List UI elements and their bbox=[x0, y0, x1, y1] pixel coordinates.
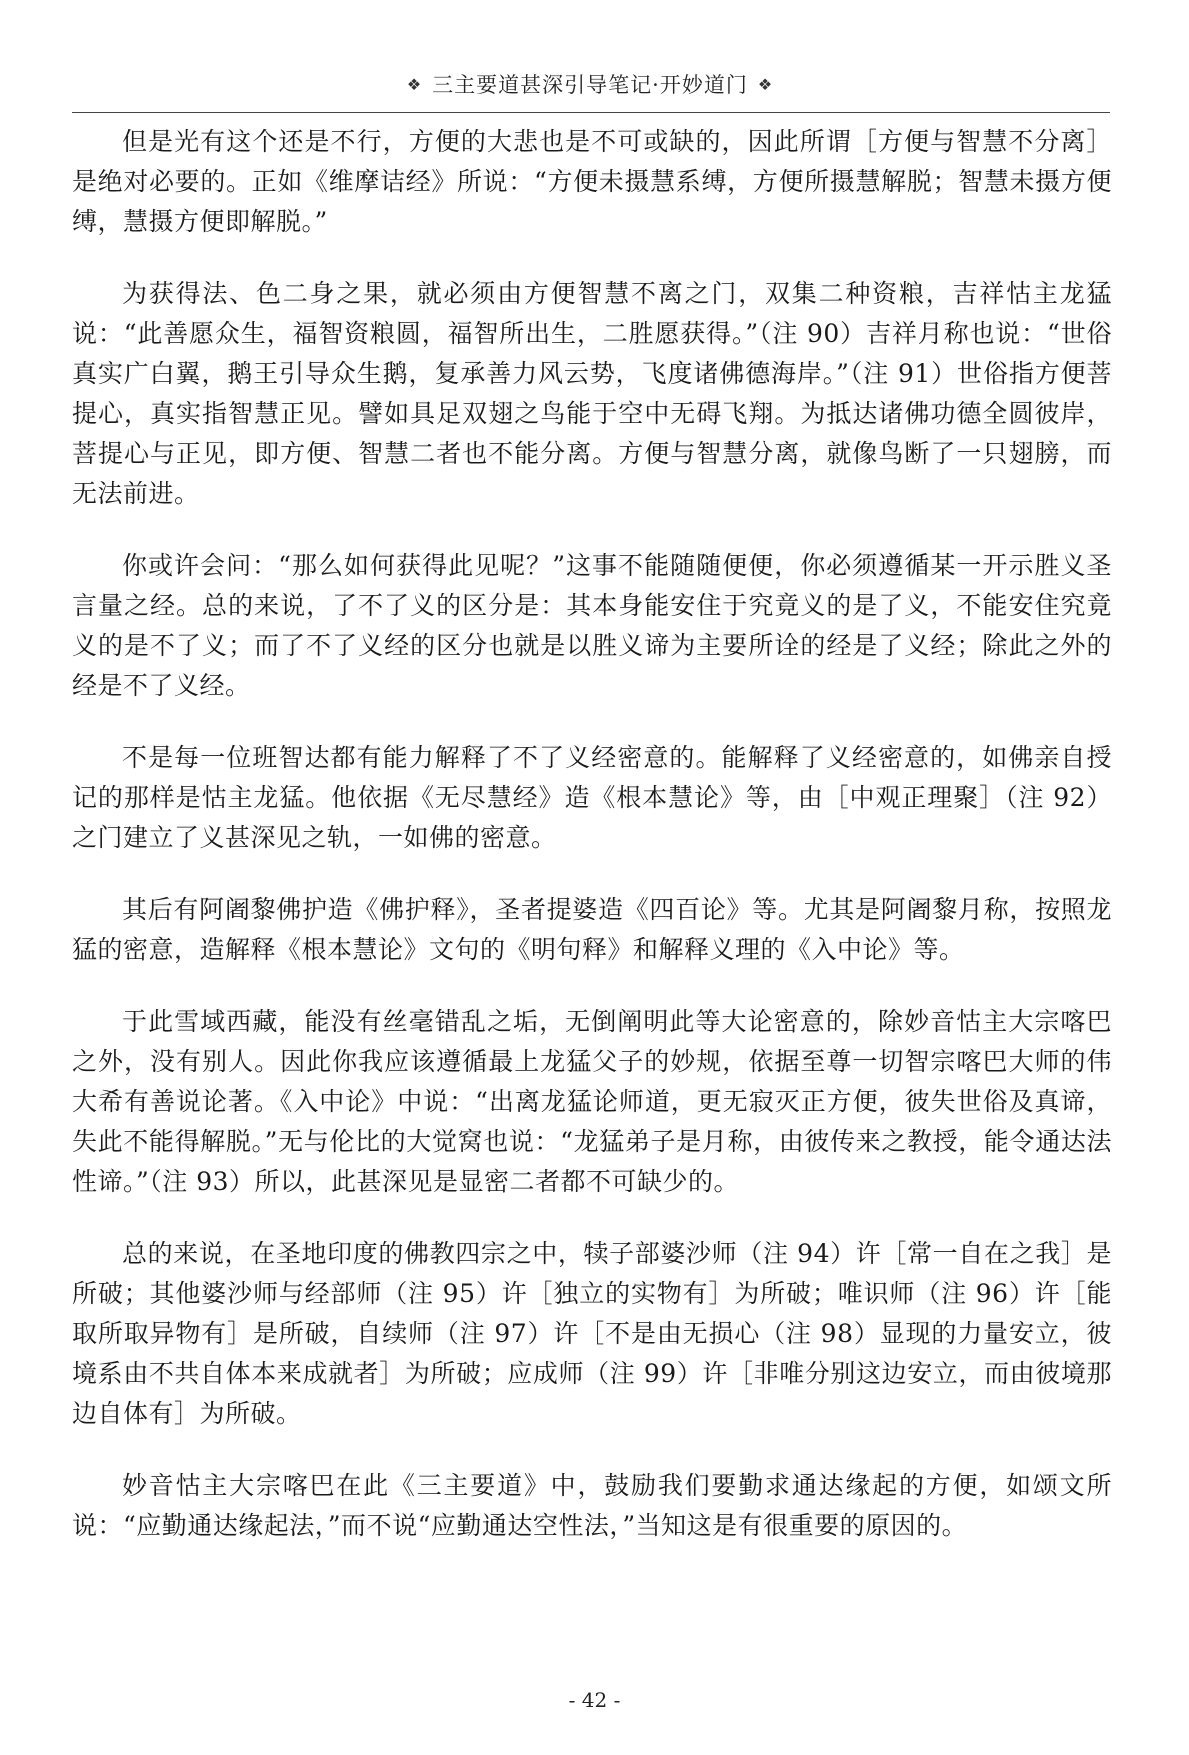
ornament-left-icon: ❖ bbox=[406, 74, 423, 94]
ornament-right-icon: ❖ bbox=[757, 74, 774, 94]
running-header bbox=[70, 66, 1110, 102]
paragraph: 妙音怙主大宗喀巴在此《三主要道》中，鼓励我们要勤求通达缘起的方便，如颂文所说：“应勤通达缘起法，”而不说“应勤通达空性法，”当知这是有很重要的原因的。 bbox=[72, 1471, 1112, 1540]
body-text bbox=[72, 122, 1112, 1578]
paragraph: 但是光有这个还是不行，方便的大悲也是不可或缺的，因此所谓［方便与智慧不分离］是绝对必要的。正如《维摩诘经》所说：“方便未摄慧系缚，方便所摄慧解脱；智慧未摄方便缚，慧摄方便即解脱。” bbox=[72, 127, 1112, 236]
paragraph: 不是每一位班智达都有能力解释了不了义经密意的。能解释了义经密意的，如佛亲自授记的那样是怙主龙猛。他依据《无尽慧经》造《根本慧论》等，由［中观正理聚］（注 92）之门建立了义甚深见之轨，一如佛的密意。 bbox=[72, 743, 1112, 852]
paragraph: 于此雪域西藏，能没有丝毫错乱之垢，无倒阐明此等大论密意的，除妙音怙主大宗喀巴之外，没有别人。因此你我应该遵循最上龙猛父子的妙规，依据至尊一切智宗喀巴大师的伟大希有善说论著。《入中论》中说：“出离龙猛论师道，更无寂灭正方便，彼失世俗及真谛，失此不能得解脱。”无与伦比的大觉窝也说：“龙猛弟子是月称，由彼传来之教授，能令通达法性谛。”（注 93）所以，此甚深见是显密二者都不可缺少的。 bbox=[72, 1007, 1112, 1196]
header-divider bbox=[72, 112, 1110, 113]
page-number: - 42 - bbox=[568, 1688, 621, 1712]
header-title: 三主要道甚深引导笔记·开妙道门 bbox=[432, 73, 748, 97]
paragraph: 为获得法、色二身之果，就必须由方便智慧不离之门，双集二种资粮，吉祥怙主龙猛说：“此善愿众生，福智资粮圆，福智所出生，二胜愿获得。”（注 90）吉祥月称也说：“世俗真实广白翼，鹅王引导众生鹅，复承善力风云势，飞度诸佛德海岸。”（注 91）世俗指方便菩提心，真实指智慧正见。譬如具足双翅之鸟能于空中无碍飞翔。为抵达诸佛功德全圆彼岸，菩提心与正见，即方便、智慧二者也不能分离。方便与智慧分离，就像鸟断了一只翅膀，而无法前进。 bbox=[72, 279, 1112, 508]
paragraph: 总的来说，在圣地印度的佛教四宗之中，犊子部婆沙师（注 94）许［常一自在之我］是所破；其他婆沙师与经部师（注 95）许［独立的实物有］为所破；唯识师（注 96）许［能取所取异物有］是所破，自续师（注 97）许［不是由无损心（注 98）显现的力量安立，彼境系由不共自体本来成就者］为所破；应成师（注 99）许［非唯分别这边安立，而由彼境那边自体有］为所破。 bbox=[72, 1239, 1112, 1428]
paragraph: 其后有阿阇黎佛护造《佛护释》，圣者提婆造《四百论》等。尤其是阿阇黎月称，按照龙猛的密意，造解释《根本慧论》文句的《明句释》和解释义理的《入中论》等。 bbox=[72, 895, 1112, 964]
paragraph: 你或许会问：“那么如何获得此见呢？”这事不能随随便便，你必须遵循某一开示胜义圣言量之经。总的来说，了不了义的区分是：其本身能安住于究竟义的是了义，不能安住究竟义的是不了义；而了不了义经的区分也就是以胜义谛为主要所诠的经是了义经；除此之外的经是不了义经。 bbox=[72, 551, 1112, 700]
